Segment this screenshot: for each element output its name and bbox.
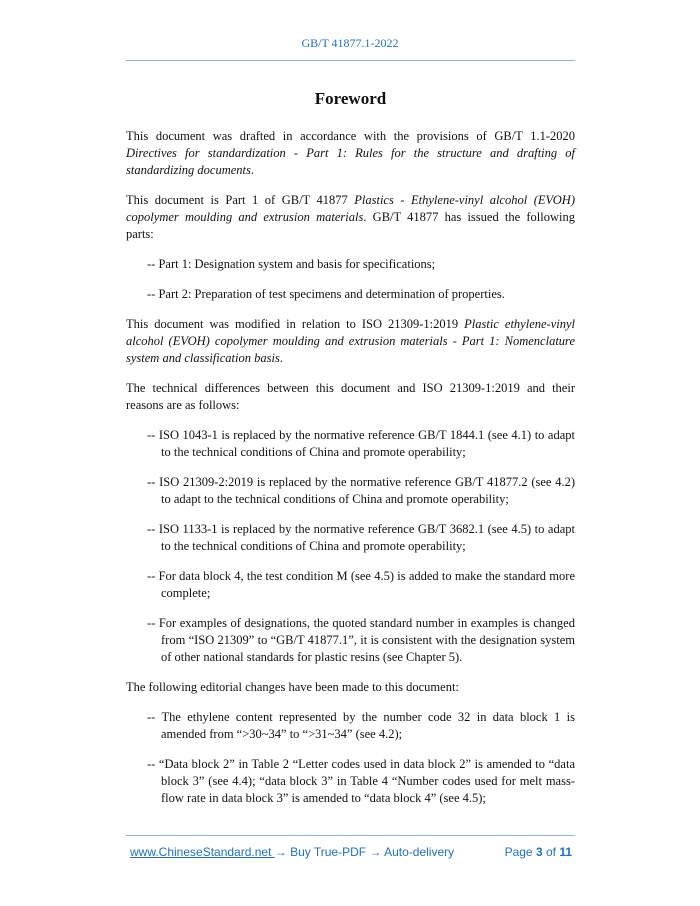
list-item-diff5: -- For examples of designations, the quoted standard number in examples is changed from “ISO 21309” to “GB/T 41877.1”, it is consistent with the designation system of other national standards for plastic resins (see Chapter 5). xyxy=(147,616,575,664)
cited-title: Directives for standardization - Part 1: Rules for the structure and drafting of standardizing documents xyxy=(126,146,575,177)
list-item-diff4: -- For data block 4, the test condition M (see 4.5) is added to make the standard more complete; xyxy=(147,569,575,600)
running-header: GB/T 41877.1-2022 xyxy=(301,36,399,50)
paragraph-technical-differences: The technical differences between this document and ISO 21309-1:2019 and their reasons are as follows: xyxy=(126,381,575,412)
list-item-part1: -- Part 1: Designation system and basis for specifications; xyxy=(147,257,436,271)
header-rule xyxy=(126,60,575,61)
paragraph-text: . GB/T 41877 has issued the following parts: xyxy=(126,210,575,241)
list-item-edit2: -- “Data block 2” in Table 2 “Letter codes used in data block 2” is amended to “data block 3” (see 4.4); “data block 3” in Table 4 “Number codes used for melt mass-flow rate in data block 3” is amended to “data block 4” (see 4.5); xyxy=(147,757,575,805)
page-footer xyxy=(130,845,572,859)
page-total: 11 xyxy=(559,845,572,859)
cited-title: Plastics - Ethylene-vinyl alcohol (EVOH) copolymer moulding and extrusion materials xyxy=(126,193,575,224)
list-item-diff2: -- ISO 21309-2:2019 is replaced by the normative reference GB/T 41877.2 (see 4.2) to adapt to the technical conditions of China and promote operability; xyxy=(147,475,575,506)
footer-tagline: → Buy True-PDF → Auto-delivery xyxy=(274,845,455,859)
list-item-diff1: -- ISO 1043-1 is replaced by the normative reference GB/T 1844.1 (see 4.1) to adapt to the technical conditions of China and promote operability; xyxy=(147,428,575,459)
page-indicator xyxy=(505,845,572,859)
paragraph-modification xyxy=(126,316,575,367)
paragraph-text: . xyxy=(250,163,255,177)
paragraph-drafting xyxy=(126,128,575,179)
paragraph-editorial-changes: The following editorial changes have been made to this document: xyxy=(126,680,459,694)
paragraph-text: . xyxy=(279,351,283,365)
page-title: Foreword xyxy=(314,89,387,108)
website-link[interactable]: www.ChineseStandard.net xyxy=(130,845,275,859)
page-current: 3 xyxy=(535,845,543,859)
footer-rule xyxy=(126,835,575,836)
paragraph-part-info xyxy=(126,192,575,243)
list-item-part2: -- Part 2: Preparation of test specimens and determination of properties. xyxy=(147,287,505,301)
document-body xyxy=(126,88,575,820)
cited-title: Plastic ethylene-vinyl alcohol (EVOH) copolymer moulding and extrusion materials - Part 1: Nomenclature system and classification basis xyxy=(126,317,576,365)
page-of: of xyxy=(542,845,560,859)
paragraph-text: This document was modified in relation to ISO 21309-1:2019 xyxy=(126,317,465,331)
paragraph-text: This document was drafted in accordance with the provisions of GB/T 1.1-2020 xyxy=(126,129,575,143)
page-label: Page xyxy=(504,845,536,859)
list-item-edit1: -- The ethylene content represented by the number code 32 in data block 1 is amended from “>30~34” to “>31~34” (see 4.2); xyxy=(147,710,575,741)
paragraph-text: This document is Part 1 of GB/T 41877 xyxy=(126,193,355,207)
list-item-diff3: -- ISO 1133-1 is replaced by the normative reference GB/T 3682.1 (see 4.5) to adapt to the technical conditions of China and promote operability; xyxy=(147,522,575,553)
